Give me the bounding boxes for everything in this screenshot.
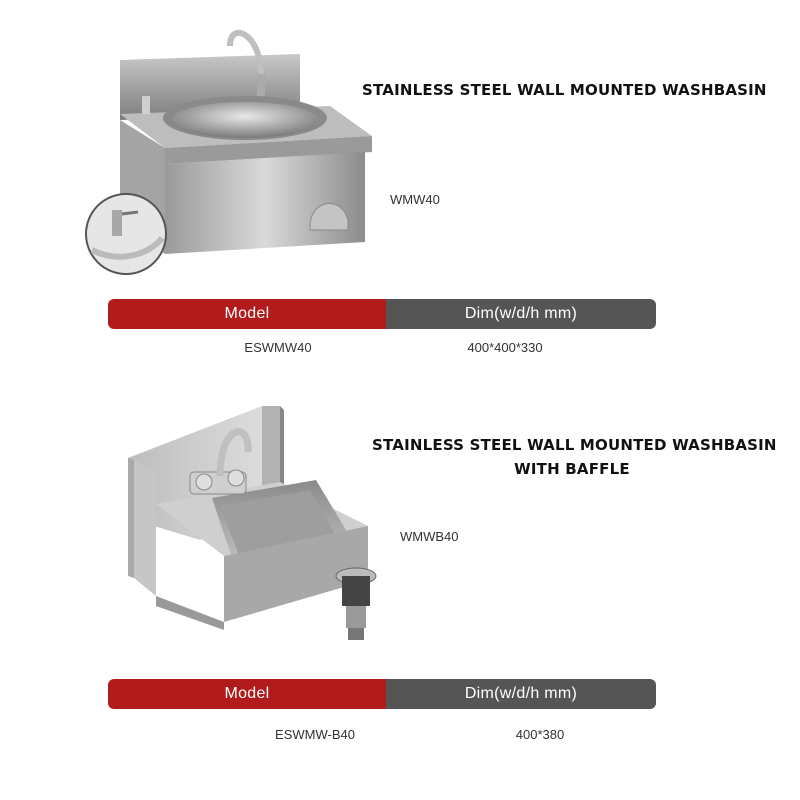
product-title: [372, 433, 777, 481]
spec-table-header: [108, 299, 656, 329]
model-header: Model: [108, 679, 386, 709]
model-header: Model: [108, 299, 386, 329]
washbasin-wall-mounted-image: [80, 14, 380, 294]
product-title-line: WITH BAFFLE: [514, 460, 630, 478]
dimension-header: Dim(w/d/h mm): [386, 679, 656, 709]
product-code: WMWB40: [400, 529, 459, 544]
product-title-line: STAINLESS STEEL WALL MOUNTED WASHBASIN: [362, 81, 767, 99]
model-value: ESWMW-B40: [275, 727, 355, 742]
dimension-value: 400*380: [515, 727, 565, 742]
dimension-value: 400*400*330: [467, 340, 543, 355]
dimension-header: Dim(w/d/h mm): [386, 299, 656, 329]
model-value: ESWMW40: [244, 340, 312, 355]
spec-table-header: [108, 679, 656, 709]
washbasin-with-baffle-image: [120, 400, 380, 650]
product-title: [362, 81, 767, 99]
product-title-line: STAINLESS STEEL WALL MOUNTED WASHBASIN: [372, 436, 777, 454]
product-code: WMW40: [390, 192, 440, 207]
